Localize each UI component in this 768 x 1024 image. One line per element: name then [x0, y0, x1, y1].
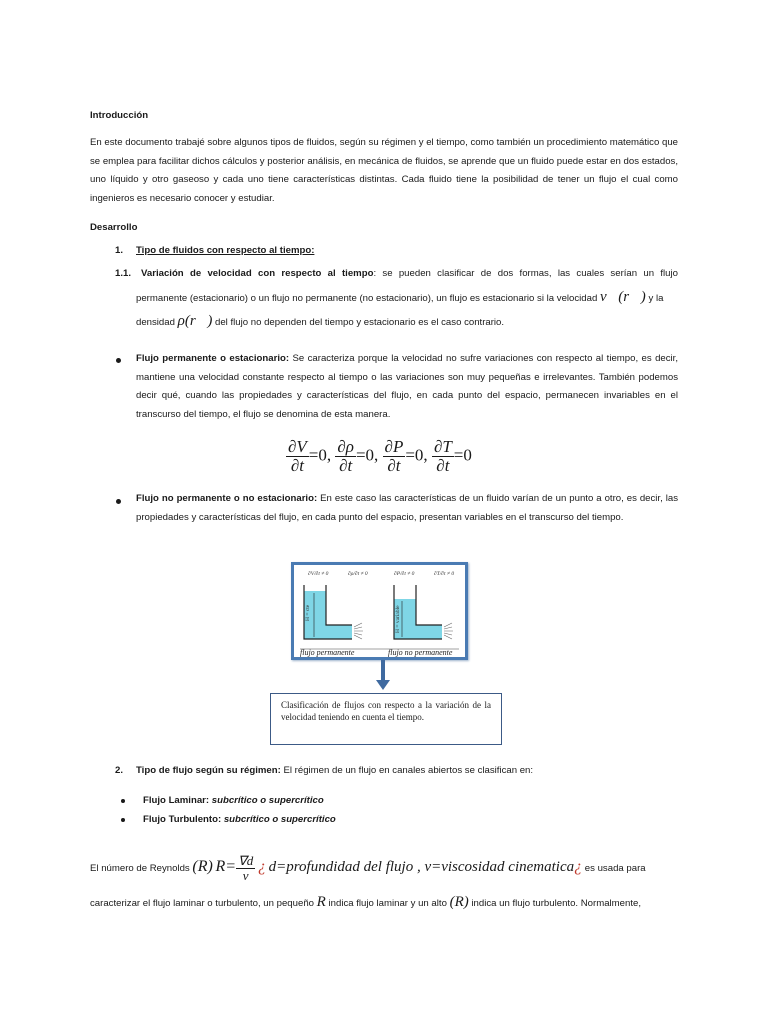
reynolds-symbol: (R) [192, 858, 213, 875]
bullet-dot [121, 818, 125, 822]
item1-number: 1. [115, 245, 124, 256]
item11-line2: permanente (estacionario) o un flujo no permanente (no estacionario), un flujo es estacionario si la velocidad v⃗(r⃗) y la [136, 289, 664, 305]
reynolds-line1: El número de Reynolds (R) R= $\frac{\nabla d}{v}$ ¿ d=profundidad del flujo , v=viscosidad cinematica¿ es usada para [90, 853, 646, 883]
bullet-no-permanente: Flujo no permanente o no estacionario: En este caso las características de un fluido varían de un punto a otro, es decir, las propiedades y características del flujo, en cada punto del espacio, presentan variables en el transcurso del tiempo. [136, 493, 678, 523]
desarrollo-heading: Desarrollo [90, 222, 138, 233]
reynolds-line2: caracterizar el flujo laminar o turbulento, un pequeño R indica flujo laminar y un alto (R) indica un flujo turbulento. Normalmente, [90, 894, 641, 910]
regimen-laminar: Flujo Laminar: subcrítico o supercrítico [143, 795, 324, 806]
pipe-left [326, 625, 352, 639]
bullet-dot [116, 499, 121, 504]
down-arrow-icon [381, 660, 385, 682]
tank-left-label: H = cte [305, 604, 311, 621]
item1-title: Tipo de fluidos con respecto al tiempo: [136, 245, 315, 256]
density-symbol: ρ(r⃗) [177, 313, 213, 329]
flow-figure: ∂V/∂t ≠ 0 ∂ρ/∂t ≠ 0 ∂P/∂t ≠ 0 ∂T/∂t ≠ 0 H = cte H = variable flujo permanente flujo no permanente [291, 562, 468, 660]
bullet-dot [116, 358, 121, 363]
velocity-symbol: v⃗(r⃗) [599, 289, 646, 305]
intro-heading: Introducción [90, 110, 149, 121]
label-flujo-no-permanente: flujo no permanente [388, 648, 453, 657]
regimen-turbulento: Flujo Turbulento: subcrítico o supercrítico [143, 814, 336, 825]
item2-number: 2. [115, 765, 124, 776]
figure-caption: Clasificación de flujos con respecto a la variación de la velocidad teniendo en cuenta el tiempo. [270, 693, 502, 745]
intro-paragraph: En este documento trabajé sobre algunos tipos de fluidos, según su régimen y el tiempo, como también un procedimiento matemático que se emplea para facilitar dichos cálculos y posterior análisis, en mecánica de fluidos, se aprende que un fluido puede estar en dos estados, uno líquido y otro gaseoso y cada uno tiene características distintas. Cada fluido tiene la posibilidad de tener un flujo el cual como ingenieros es necesario conocer y estudiar. [90, 137, 678, 204]
tank-diagram [294, 565, 465, 657]
item11-line1: Variación de velocidad con respecto al tiempo: se pueden clasificar de dos formas, las cuales serían un flujo [141, 268, 678, 279]
label-flujo-permanente: flujo permanente [300, 648, 355, 657]
tank-right-label: H = variable [395, 605, 401, 633]
item11-number: 1.1. [115, 268, 132, 279]
bullet-permanente: Flujo permanente o estacionario: Se caracteriza porque la velocidad no sufre variaciones con respecto al tiempo, es decir, mantiene una velocidad constante respecto al tiempo o las variaciones son muy pequeñas e irrelevantes. También podemos decir qué, cuando las propiedades y características del flujo, en cada punto del espacio, permanecen invariables en el transcurso del tiempo, el flujo se denomina de esta manera. [136, 353, 678, 420]
bullet-dot [121, 799, 125, 803]
arrowhead-icon [376, 680, 390, 690]
item11-line3: densidad ρ(r⃗) del flujo no dependen del tiempo y estacionario es el caso contrario. [136, 313, 505, 329]
item2-text: Tipo de flujo según su régimen: El régimen de un flujo en canales abiertos se clasifican en: [136, 765, 534, 776]
pipe-right [416, 625, 442, 639]
derivative-equation: $\frac{\partial V}{\partial t}$ =0, $\frac{\partial\rho}{\partial t}$ =0, $\frac{\partial P}{\partial t}$ =0, $\frac{\partial T}{\partial t}$ =0 [288, 437, 472, 475]
